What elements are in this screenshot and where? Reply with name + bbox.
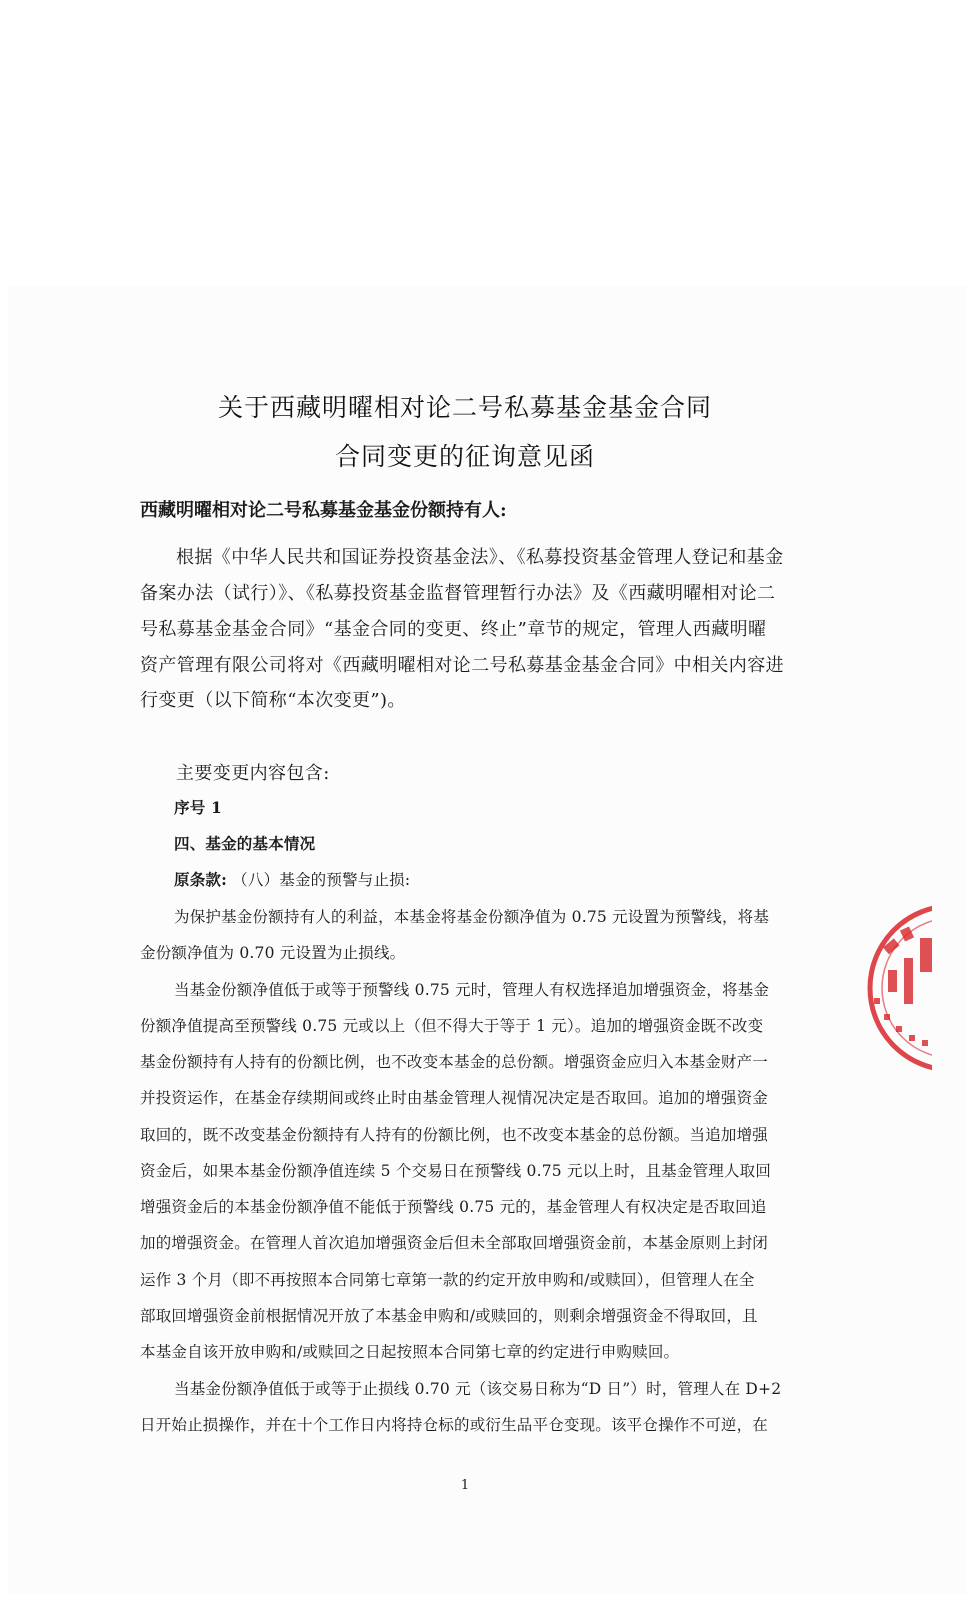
document-title-line-1: 关于西藏明曜相对论二号私募基金基金合同 [217, 393, 712, 422]
section-heading: 四、基金的基本情况 [174, 834, 316, 853]
seal-icon [862, 898, 932, 1078]
para2-line-6: 资金后，如果本基金份额净值连续 5 个交易日在预警线 0.75 元以上时，且基金管理人取回 [140, 1162, 772, 1180]
para3-line-2: 日开始止损操作，并在十个工作日内将持仓标的或衍生品平仓变现。该平仓操作不可逆，在 [140, 1416, 769, 1434]
para2-line-11: 本基金自该开放申购和/或赎回之日起按照本合同第七章的约定进行申购赎回。 [140, 1343, 680, 1361]
para1-line-1: 为保护基金份额持有人的利益，本基金将基金份额净值为 0.75 元设置为预警线，将基 [174, 908, 770, 926]
para2-line-8: 加的增强资金。在管理人首次追加增强资金后但未全部取回增强资金前，本基金原则上封闭 [140, 1234, 769, 1252]
intro-line-2: 备案办法（试行）》、《私募投资基金监督管理暂行办法》及《西藏明曜相对论二 [140, 583, 776, 604]
document-title-line-2: 合同变更的征询意见函 [334, 442, 595, 471]
para2-line-9: 运作 3 个月（即不再按照本合同第七章第一款的约定开放申购和/或赎回），但管理人在全 [140, 1271, 755, 1289]
para2-line-4: 并投资运作，在基金存续期间或终止时由基金管理人视情况决定是否取回。追加的增强资金 [140, 1089, 769, 1107]
para3-line-1: 当基金份额净值低于或等于止损线 0.70 元（该交易日称为“D 日”）时，管理人在 D+2 [174, 1380, 782, 1398]
company-seal-stamp [862, 898, 932, 1078]
page-number: 1 [460, 1478, 470, 1493]
para2-line-1: 当基金份额净值低于或等于预警线 0.75 元时，管理人有权选择追加增强资金，将基金 [174, 981, 770, 999]
original-clause-label: 原条款: [174, 870, 228, 889]
para2-line-3: 基金份额持有人持有的份额比例，也不改变本基金的总份额。增强资金应归入本基金财产一 [140, 1053, 769, 1071]
para2-line-7: 增强资金后的本基金份额净值不能低于预警线 0.75 元的，基金管理人有权决定是否取回追 [140, 1198, 767, 1216]
para1-line-2: 金份额净值为 0.70 元设置为止损线。 [140, 944, 406, 962]
item-number: 序号 1 [174, 798, 222, 817]
para2-line-5: 取回的，既不改变基金份额持有人持有的份额比例，也不改变本基金的总份额。当追加增强 [140, 1126, 769, 1144]
intro-line-3: 号私募基金基金合同》“基金合同的变更、终止”章节的规定，管理人西藏明曜 [140, 619, 767, 640]
intro-line-4: 资产管理有限公司将对《西藏明曜相对论二号私募基金基金合同》中相关内容进 [140, 655, 784, 676]
main-changes-heading: 主要变更内容包含: [176, 763, 330, 784]
para2-line-2: 份额净值提高至预警线 0.75 元或以上（但不得大于等于 1 元）。追加的增强资金既不改变 [140, 1017, 764, 1035]
intro-line-1: 根据《中华人民共和国证券投资基金法》、《私募投资基金管理人登记和基金 [176, 547, 784, 568]
original-clause-text: （八）基金的预警与止损: [232, 871, 411, 889]
intro-line-5: 行变更（以下简称“本次变更”)。 [140, 690, 406, 711]
addressee: 西藏明曜相对论二号私募基金基金份额持有人: [140, 500, 507, 521]
original-clause [174, 868, 410, 890]
para2-line-10: 部取回增强资金前根据情况开放了本基金申购和/或赎回的，则剩余增强资金不得取回，且 [140, 1307, 758, 1325]
